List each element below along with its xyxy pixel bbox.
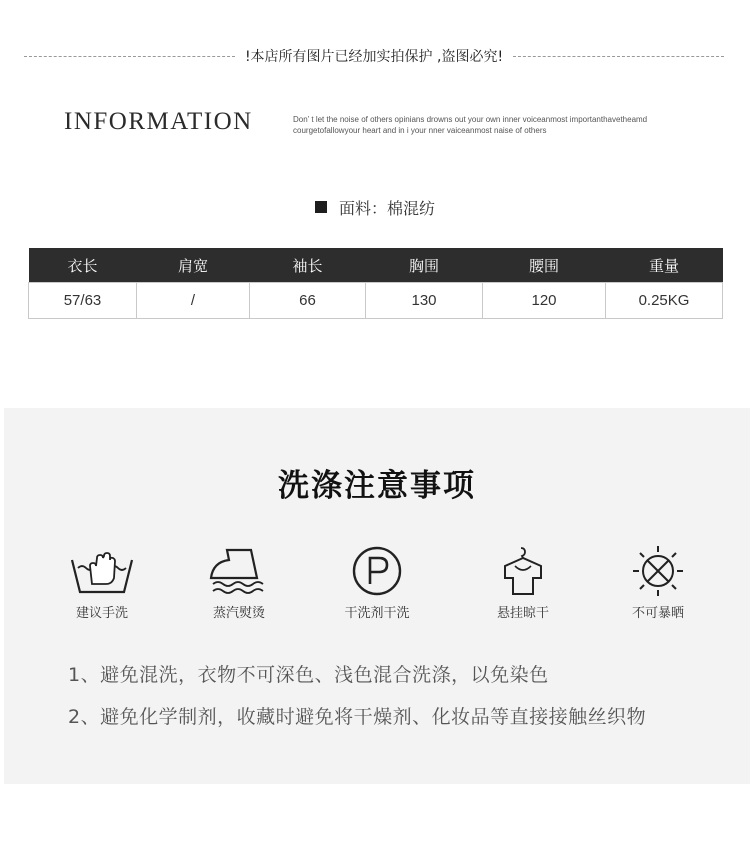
header-chest: 胸围 bbox=[366, 248, 483, 283]
cell-shoulder: / bbox=[137, 283, 250, 319]
size-table bbox=[28, 248, 723, 319]
header-length: 衣长 bbox=[29, 248, 137, 283]
description-line: Don’ t let the noise of others opinians drowns out your own inner voiceanmost importanthavetheamd bbox=[293, 115, 648, 124]
table-header-row bbox=[29, 248, 723, 283]
information-description bbox=[293, 114, 703, 136]
copyright-notice bbox=[24, 44, 724, 68]
left-dashed-rule bbox=[24, 56, 235, 57]
care-item-no-sun bbox=[603, 544, 713, 621]
care-instructions-section bbox=[4, 408, 750, 784]
notice-text: !本店所有图片已经加实拍保护 ,盗图必究! bbox=[244, 49, 504, 65]
cell-chest: 130 bbox=[366, 283, 483, 319]
dry-clean-p-icon bbox=[345, 544, 409, 598]
care-item-steam-iron bbox=[184, 544, 294, 621]
care-label: 蒸汽熨烫 bbox=[212, 606, 265, 621]
care-title: 洗涤注意事项 bbox=[278, 468, 476, 504]
cell-weight: 0.25KG bbox=[606, 283, 723, 319]
description-line: courgetofallowyour heart and in i your nner vaiceanmost naise of others bbox=[293, 126, 547, 135]
bullet-square-icon bbox=[315, 201, 327, 213]
fabric-info bbox=[0, 196, 750, 218]
no-sun-icon bbox=[626, 544, 690, 598]
header-shoulder: 肩宽 bbox=[137, 248, 250, 283]
care-item-hand-wash bbox=[47, 544, 157, 621]
fabric-label: 面料：棉混纺 bbox=[338, 198, 435, 218]
care-item-dry-clean bbox=[322, 544, 432, 621]
care-icons-row bbox=[4, 544, 750, 624]
care-label: 干洗剂干洗 bbox=[344, 606, 410, 621]
care-note: 2、避免化学制剂，收藏时避免将干燥剂、化妆品等直接接触丝织物 bbox=[68, 706, 647, 728]
care-label: 建议手洗 bbox=[75, 606, 128, 621]
hang-dry-icon bbox=[491, 544, 555, 598]
hand-wash-icon bbox=[70, 544, 134, 598]
header-sleeve: 袖长 bbox=[250, 248, 366, 283]
header-weight: 重量 bbox=[606, 248, 723, 283]
care-item-hang-dry bbox=[468, 544, 578, 621]
cell-sleeve: 66 bbox=[250, 283, 366, 319]
table-row bbox=[29, 283, 723, 319]
cell-length: 57/63 bbox=[29, 283, 137, 319]
care-note: 1、避免混洗，衣物不可深色、浅色混合洗涤，以免染色 bbox=[68, 664, 549, 686]
cell-waist: 120 bbox=[483, 283, 606, 319]
information-heading: INFORMATION bbox=[64, 108, 253, 135]
header-waist: 腰围 bbox=[483, 248, 606, 283]
right-dashed-rule bbox=[513, 56, 724, 57]
care-label: 悬挂晾干 bbox=[496, 606, 549, 621]
steam-iron-icon bbox=[207, 544, 271, 598]
care-label: 不可暴晒 bbox=[631, 606, 684, 621]
